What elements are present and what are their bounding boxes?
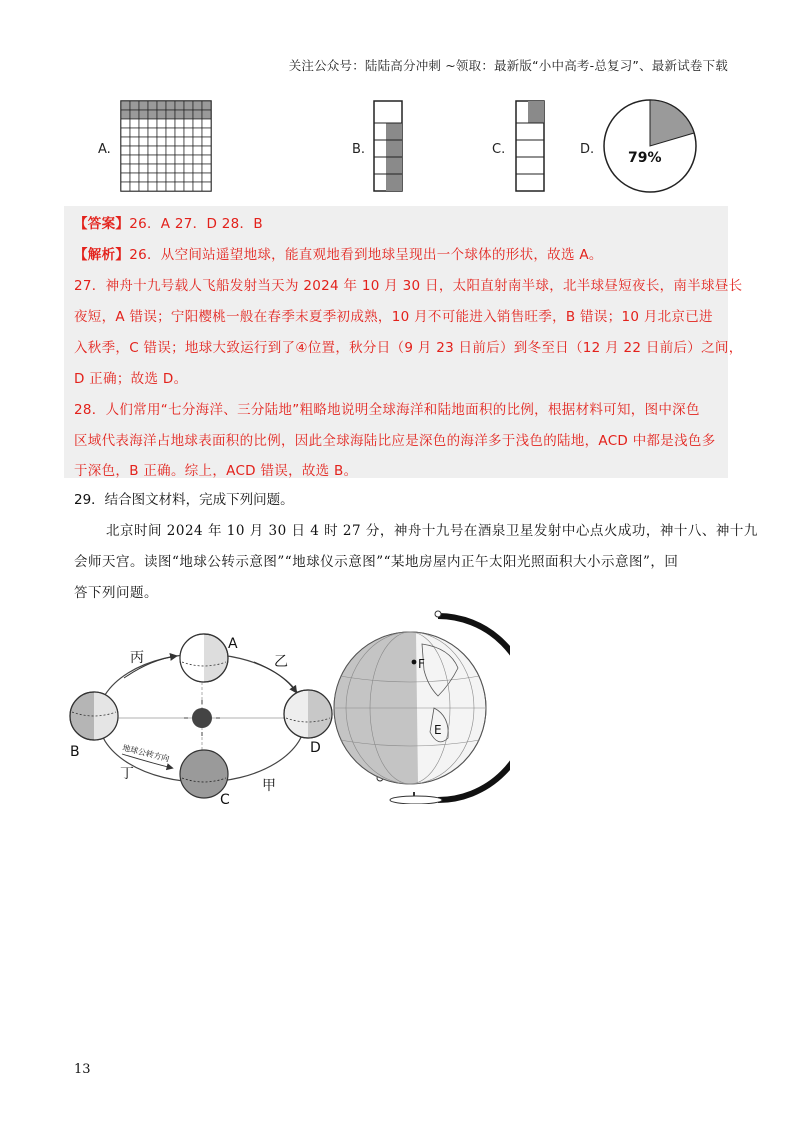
grid-cell bbox=[184, 164, 193, 173]
grid-cell bbox=[175, 128, 184, 137]
grid-cell bbox=[121, 182, 130, 191]
grid-cell bbox=[202, 137, 211, 146]
grid-cell bbox=[157, 101, 166, 110]
grid-cell bbox=[193, 101, 202, 110]
grid-cell bbox=[121, 137, 130, 146]
question-29-paragraph-line1: 北京时间 2024 年 10 月 30 日 4 时 27 分，神舟十九号在酒泉卫星发射中心点火成功，神十八、神十九 bbox=[106, 523, 758, 539]
grid-cell bbox=[148, 137, 157, 146]
grid-cell bbox=[166, 101, 175, 110]
grid-cell bbox=[175, 155, 184, 164]
grid-cell bbox=[148, 155, 157, 164]
grid-cell bbox=[121, 155, 130, 164]
grid-cell bbox=[175, 101, 184, 110]
grid-cell bbox=[157, 128, 166, 137]
orbit-label-bing: 丙 bbox=[130, 650, 144, 666]
grid-cell bbox=[121, 146, 130, 155]
grid-cell bbox=[157, 182, 166, 191]
grid-cell bbox=[148, 119, 157, 128]
grid-cell bbox=[148, 173, 157, 182]
grid-cell bbox=[157, 173, 166, 182]
grid-cell bbox=[175, 137, 184, 146]
grid-cell bbox=[202, 155, 211, 164]
grid-cell bbox=[166, 155, 175, 164]
grid-cell bbox=[139, 173, 148, 182]
earth-position-a bbox=[180, 634, 228, 682]
grid-cell bbox=[130, 164, 139, 173]
orbit-label-yi: 乙 bbox=[274, 654, 288, 670]
analysis-line-26 bbox=[74, 243, 603, 263]
grid-cell bbox=[130, 110, 139, 119]
grid-cell bbox=[139, 137, 148, 146]
grid-cell bbox=[184, 137, 193, 146]
analysis-28-line3: 于深色，B 正确。综上，ACD 错误，故选 B。 bbox=[74, 463, 358, 479]
analysis-28-line1: 28．人们常用“七分海洋、三分陆地”粗略地说明全球海洋和陆地面积的比例，根据材料可知，图中深色 bbox=[74, 402, 700, 418]
grid-cell bbox=[202, 110, 211, 119]
orbit-label-b: B bbox=[70, 744, 80, 760]
grid-cell bbox=[202, 146, 211, 155]
grid-cell bbox=[193, 119, 202, 128]
grid-cell bbox=[175, 110, 184, 119]
grid-cell bbox=[121, 101, 130, 110]
grid-cell bbox=[157, 119, 166, 128]
option-b-bar-figure bbox=[368, 98, 408, 194]
grid-cell bbox=[166, 146, 175, 155]
grid-cell bbox=[139, 146, 148, 155]
grid-cell bbox=[184, 155, 193, 164]
option-d-label: D. bbox=[580, 142, 595, 157]
grid-cell bbox=[139, 164, 148, 173]
page-header: 关注公众号：陆陆高分冲刺 ~领取：最新版“小中高考-总复习”、最新试卷下载 bbox=[288, 58, 728, 73]
option-c-bar-figure bbox=[510, 98, 550, 194]
grid-cell bbox=[193, 128, 202, 137]
grid-cell bbox=[184, 182, 193, 191]
answer-key-line bbox=[74, 212, 263, 232]
grid-cell bbox=[148, 182, 157, 191]
grid-cell bbox=[157, 146, 166, 155]
question-29-paragraph-line2: 会师天宫。读图“地球公转示意图”“地球仪示意图”“某地房屋内正午太阳光照面积大小示意图”，回 bbox=[74, 554, 679, 570]
grid-cell bbox=[157, 155, 166, 164]
grid-cell bbox=[148, 146, 157, 155]
analysis-26-text: 26．从空间站遥望地球，能直观地看到地球呈现出一个球体的形状，故选 A。 bbox=[129, 247, 603, 263]
grid-cell bbox=[202, 182, 211, 191]
grid-cell bbox=[148, 128, 157, 137]
point-f-marker bbox=[412, 660, 417, 665]
grid-cell bbox=[175, 173, 184, 182]
grid-cell bbox=[202, 164, 211, 173]
orbit-label-jia: 甲 bbox=[262, 778, 276, 794]
grid-cell bbox=[193, 137, 202, 146]
analysis-27-line2: 夜短，A 错误；宁阳樱桃一般在春季末夏季初成熟，10 月不可能进入销售旺季，B 错误；10 月北京已进 bbox=[74, 309, 713, 325]
grid-cell bbox=[130, 182, 139, 191]
grid-cell bbox=[139, 155, 148, 164]
orbit-direction-label: 地球公转方向 bbox=[121, 743, 171, 764]
analysis-27-line3: 入秋季，C 错误；地球大致运行到了④位置，秋分日（9 月 23 日前后）到冬至日（12 月 22 日前后）之间， bbox=[74, 340, 743, 356]
grid-cell bbox=[139, 128, 148, 137]
grid-cell bbox=[175, 119, 184, 128]
option-a-grid-figure bbox=[118, 98, 214, 194]
grid-cell bbox=[139, 119, 148, 128]
grid-cell bbox=[130, 137, 139, 146]
grid-cell bbox=[130, 146, 139, 155]
grid-cell bbox=[193, 164, 202, 173]
sun-icon bbox=[192, 708, 212, 728]
orbit-label-ding: 丁 bbox=[120, 766, 134, 782]
analysis-28-line2: 区域代表海洋占地球表面积的比例，因此全球海陆比应是深色的海洋多于浅色的陆地，ACD 中都是浅色多 bbox=[74, 433, 716, 449]
grid-cell bbox=[193, 182, 202, 191]
grid-cell bbox=[184, 173, 193, 182]
grid-cell bbox=[166, 173, 175, 182]
grid-cell bbox=[157, 164, 166, 173]
grid-cell bbox=[130, 128, 139, 137]
grid-cell bbox=[121, 173, 130, 182]
grid-cell bbox=[130, 173, 139, 182]
answer-key-text: 26．A 27．D 28．B bbox=[129, 216, 263, 232]
grid-cell bbox=[202, 173, 211, 182]
earth-position-d bbox=[284, 690, 332, 738]
grid-cell bbox=[166, 128, 175, 137]
globe-label-f: F bbox=[418, 657, 425, 671]
grid-cell bbox=[148, 110, 157, 119]
orbit-label-d: D bbox=[310, 740, 321, 756]
grid-cell bbox=[175, 182, 184, 191]
grid-cell bbox=[193, 110, 202, 119]
question-29-title: 29．结合图文材料，完成下列问题。 bbox=[74, 492, 294, 508]
grid-cell bbox=[139, 182, 148, 191]
grid-cell bbox=[121, 164, 130, 173]
earth-revolution-diagram bbox=[64, 622, 344, 818]
option-d-pie-figure bbox=[598, 96, 702, 196]
option-c-label: C. bbox=[492, 142, 506, 157]
answer-options-figures bbox=[0, 96, 800, 196]
grid-cell bbox=[121, 119, 130, 128]
grid-cell bbox=[148, 164, 157, 173]
grid-cell bbox=[130, 155, 139, 164]
grid-cell bbox=[139, 110, 148, 119]
earth-position-c bbox=[180, 750, 228, 798]
grid-cell bbox=[175, 164, 184, 173]
analysis-tag: 【解析】 bbox=[74, 247, 130, 263]
grid-cell bbox=[202, 101, 211, 110]
grid-cell bbox=[202, 119, 211, 128]
grid-cell bbox=[166, 182, 175, 191]
grid-cell bbox=[121, 128, 130, 137]
grid-cell bbox=[121, 110, 130, 119]
grid-cell bbox=[166, 164, 175, 173]
grid-cell bbox=[202, 128, 211, 137]
question-29-paragraph-line3: 答下列问题。 bbox=[74, 585, 158, 601]
answer-tag: 【答案】 bbox=[74, 216, 130, 232]
grid-cell bbox=[157, 137, 166, 146]
orbit-label-a: A bbox=[228, 636, 238, 652]
option-a-label: A. bbox=[98, 142, 111, 157]
grid-cell bbox=[166, 119, 175, 128]
grid-cell bbox=[184, 128, 193, 137]
grid-cell bbox=[130, 119, 139, 128]
grid-cell bbox=[166, 110, 175, 119]
analysis-27-line1: 27．神舟十九号载人飞船发射当天为 2024 年 10 月 30 日，太阳直射南半球，北半球昼短夜长，南半球昼长 bbox=[74, 278, 743, 294]
grid-cell bbox=[193, 173, 202, 182]
globe-diagram bbox=[330, 604, 510, 804]
grid-cell bbox=[184, 101, 193, 110]
grid-cell bbox=[166, 137, 175, 146]
grid-cell bbox=[184, 110, 193, 119]
option-b-label: B. bbox=[352, 142, 366, 157]
page-number: 13 bbox=[74, 1062, 91, 1077]
grid-cell bbox=[157, 110, 166, 119]
analysis-27-line4: D 正确；故选 D。 bbox=[74, 371, 188, 387]
grid-cell bbox=[193, 146, 202, 155]
grid-cell bbox=[175, 146, 184, 155]
grid-cell bbox=[193, 155, 202, 164]
pie-percentage-label: 79% bbox=[628, 150, 662, 166]
grid-cell bbox=[184, 146, 193, 155]
grid-cell bbox=[139, 101, 148, 110]
grid-cell bbox=[148, 101, 157, 110]
globe-label-e: E bbox=[434, 723, 442, 737]
grid-cell bbox=[130, 101, 139, 110]
grid-cell bbox=[184, 119, 193, 128]
orbit-label-c: C bbox=[220, 792, 230, 808]
earth-position-b bbox=[70, 692, 118, 740]
